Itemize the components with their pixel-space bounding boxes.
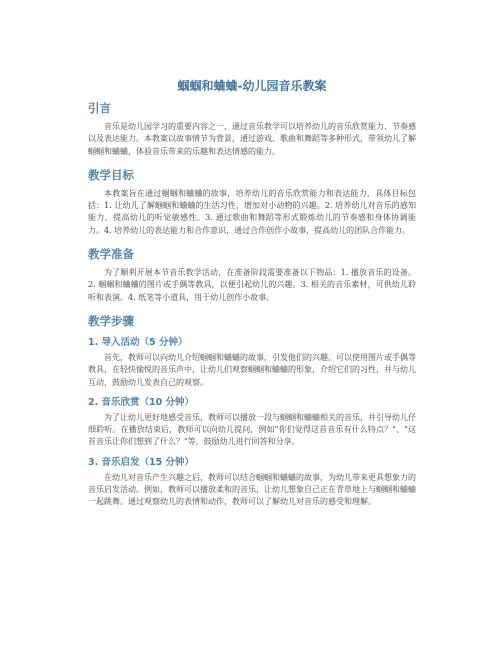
document-title: 蝈蝈和蛐蛐-幼儿园音乐教案 — [177, 79, 327, 93]
step-3-paragraph: 在幼儿对音乐产生兴趣之后，教师可以结合蝈蝈和蛐蛐的故事，为幼儿带来更具想象力的音乐启发活动。例如，教师可以播放柔和的音乐，让幼儿想象自己正在青草地上与蝈蝈和蛐蛐一起跳舞。通过观察幼儿的表情和动作，教师可以了解幼儿对音乐的感受和理解。 — [88, 472, 416, 507]
intro-paragraph: 音乐是幼儿园学习的重要内容之一，通过音乐教学可以培养幼儿的音乐欣赏能力、节奏感以及表达能力。本教案以故事情节为背景，通过游戏、歌曲和舞蹈等多种形式，带领幼儿了解蝈蝈和蛐蛐，体验音乐带来的乐趣和表达情感的能力。 — [88, 122, 416, 156]
prep-heading: 教学准备 — [88, 247, 134, 262]
step-1-paragraph: 首先，教师可以向幼儿介绍蝈蝈和蛐蛐的故事，引发他们的兴趣。可以使用图片或手偶等教具，在轻快愉悦的音乐声中，让幼儿们观察蝈蝈和蛐蛐的形象，介绍它们的习性，并与幼儿互动，鼓励幼儿发表自己的观察。 — [88, 352, 416, 387]
prep-paragraph: 为了顺利开展本节音乐教学活动，在准备阶段需要准备以下物品：1. 播放音乐的设备。2. 蝈蝈和蛐蛐的图片或手偶等教具，以便引起幼儿的兴趣。3. 相关的音乐素材，可供幼儿聆听和表演。4. 纸笔等小道具，用于幼儿创作小故事。 — [88, 268, 416, 302]
step-1-heading: 1. 导入活动（5 分钟） — [88, 336, 188, 348]
step-2-paragraph: 为了让幼儿更好地感受音乐，教师可以播放一段与蝈蝈和蛐蛐相关的音乐，并引导幼儿仔细聆听。在播放结束后，教师可以向幼儿提问，例如"你们觉得这首音乐有什么特点？"、"这首音乐让你们想到了什么？"等，鼓励幼儿进行回答和分享。 — [88, 412, 416, 447]
step-2-heading: 2. 音乐欣赏（10 分钟） — [88, 396, 195, 408]
step-3-heading: 3. 音乐启发（15 分钟） — [88, 456, 195, 468]
goals-paragraph: 本教案旨在通过蝈蝈和蛐蛐的故事，培养幼儿的音乐欣赏能力和表达能力，具体目标包括：1. 让幼儿了解蝈蝈和蛐蛐的生活习性，增加对小动物的兴趣。2. 培养幼儿对音乐的感知能力，提高幼儿的听觉敏感性。3. 通过歌曲和舞蹈等形式锻炼幼儿的节奏感和身体协调能力。4. 培养幼儿的表达能力和合作意识，通过合作创作小故事，提高幼儿的团队合作能力。 — [88, 188, 416, 235]
goals-heading: 教学目标 — [88, 167, 134, 182]
steps-heading: 教学步骤 — [88, 313, 134, 328]
intro-heading: 引言 — [88, 101, 111, 115]
